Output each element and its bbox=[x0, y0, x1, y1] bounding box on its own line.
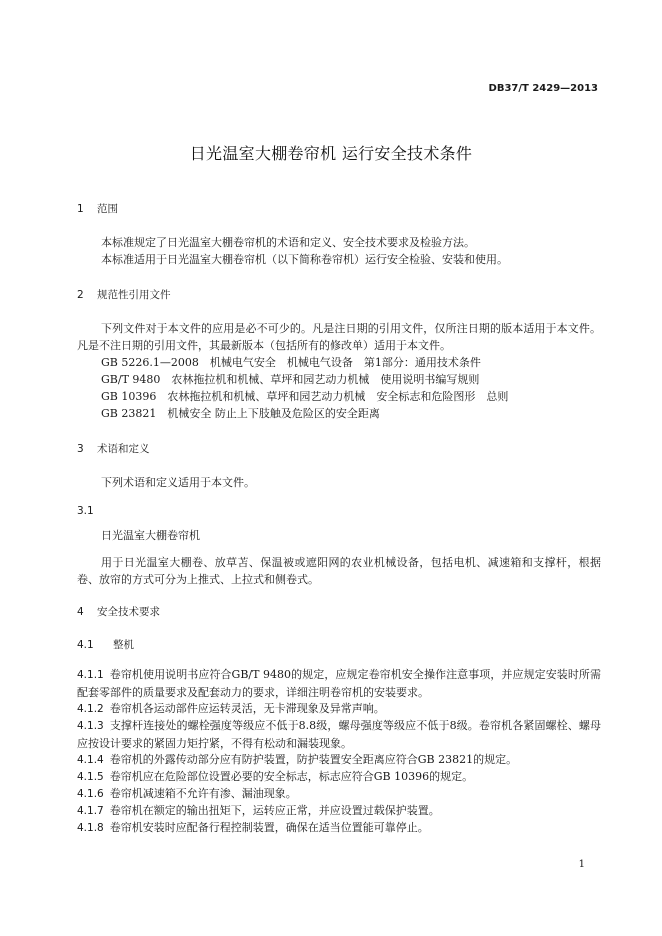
subsection-title: 整机 bbox=[113, 639, 134, 651]
page-number: 1 bbox=[578, 859, 585, 870]
section-number: 3 bbox=[77, 443, 84, 455]
reference-item: GB 10396 农林拖拉机和机械、草坪和园艺动力机械 安全标志和危险图形 总则 bbox=[101, 390, 509, 403]
clause-4-1-7 bbox=[77, 802, 601, 820]
term-number: 3.1 bbox=[77, 505, 94, 517]
clause-text: 卷帘机的外露传动部分应有防护装置，防护装置安全距离应符合GB 23821的规定。 bbox=[109, 753, 518, 766]
clause-text: 卷帘机各运动部件应运转灵活，无卡滞现象及异常声响。 bbox=[109, 702, 385, 715]
clause-4-1-3 bbox=[77, 717, 601, 752]
clause-text: 卷帘机减速箱不允许有渗、漏油现象。 bbox=[109, 787, 297, 800]
terms-intro: 下列术语和定义适用于本文件。 bbox=[101, 476, 255, 489]
section-4-heading bbox=[77, 604, 160, 621]
subsection-number: 4.1 bbox=[77, 639, 94, 651]
clause-number: 4.1.4 bbox=[77, 754, 104, 766]
references-intro: 下列文件对于本文件的应用是必不可少的。凡是注日期的引用文件，仅所注日期的版本适用于本文件。凡是不注日期的引用文件，其最新版本（包括所有的修改单）适用于本文件。 bbox=[77, 322, 601, 352]
scope-paragraph-2: 本标准适用于日光温室大棚卷帘机（以下简称卷帘机）运行安全检验、安装和使用。 bbox=[101, 253, 508, 266]
clause-text: 卷帘机在额定的输出扭矩下，运转应正常，并应设置过载保护装置。 bbox=[109, 804, 440, 817]
subsection-4-1-heading bbox=[77, 637, 134, 654]
section-2-heading bbox=[77, 287, 171, 304]
section-title: 范围 bbox=[97, 203, 118, 215]
clause-4-1-4 bbox=[77, 751, 601, 769]
section-1-heading bbox=[77, 201, 118, 218]
term-definition: 用于日光温室大棚卷、放草苫、保温被或遮阳网的农业机械设备，包括电机、减速箱和支撑杆，根据卷、放帘的方式可分为上推式、上拉式和侧卷式。 bbox=[77, 556, 601, 586]
clause-number: 4.1.2 bbox=[77, 703, 104, 715]
section-title: 规范性引用文件 bbox=[97, 289, 171, 301]
clause-number: 4.1.3 bbox=[77, 720, 104, 732]
clause-text: 卷帘机安装时应配备行程控制装置，确保在适当位置能可靠停止。 bbox=[109, 821, 429, 834]
section-number: 2 bbox=[77, 289, 84, 301]
clause-text: 卷帘机应在危险部位设置必要的安全标志，标志应符合GB 10396的规定。 bbox=[109, 770, 474, 783]
clause-number: 4.1.7 bbox=[77, 805, 104, 817]
clause-4-1-2 bbox=[77, 700, 601, 718]
clause-4-1-8 bbox=[77, 819, 601, 837]
clause-text: 卷帘机使用说明书应符合GB/T 9480的规定，应规定卷帘机安全操作注意事项，并应规定安装时所需配套零部件的质量要求及配套动力的要求，详细注明卷帘机的安装要求。 bbox=[77, 668, 601, 699]
reference-item: GB 5226.1—2008 机械电气安全 机械电气设备 第1部分：通用技术条件 bbox=[101, 356, 481, 369]
section-number: 1 bbox=[77, 203, 84, 215]
scope-paragraph-1: 本标准规定了日光温室大棚卷帘机的术语和定义、安全技术要求及检验方法。 bbox=[101, 236, 475, 249]
clause-4-1-6 bbox=[77, 785, 601, 803]
document-title: 日光温室大棚卷帘机 运行安全技术条件 bbox=[189, 144, 473, 163]
clause-number: 4.1.5 bbox=[77, 771, 104, 783]
reference-item: GB 23821 机械安全 防止上下肢触及危险区的安全距离 bbox=[101, 407, 380, 420]
section-title: 术语和定义 bbox=[97, 443, 150, 455]
clause-number: 4.1.1 bbox=[77, 669, 104, 681]
clause-4-1-1 bbox=[77, 666, 601, 701]
section-title: 安全技术要求 bbox=[97, 606, 160, 618]
term-name: 日光温室大棚卷帘机 bbox=[101, 529, 200, 542]
clause-number: 4.1.8 bbox=[77, 822, 104, 834]
section-3-heading bbox=[77, 441, 150, 458]
reference-item: GB/T 9480 农林拖拉机和机械、草坪和园艺动力机械 使用说明书编写规则 bbox=[101, 373, 480, 386]
section-number: 4 bbox=[77, 606, 84, 618]
clause-4-1-5 bbox=[77, 768, 601, 786]
standard-code: DB37/T 2429—2013 bbox=[488, 83, 598, 94]
clause-number: 4.1.6 bbox=[77, 788, 104, 800]
clause-text: 支撑杆连接处的螺栓强度等级应不低于8.8级，螺母强度等级应不低于8级。卷帘机各紧固螺栓、螺母应按设计要求的紧固力矩拧紧，不得有松动和漏装现象。 bbox=[77, 719, 601, 750]
